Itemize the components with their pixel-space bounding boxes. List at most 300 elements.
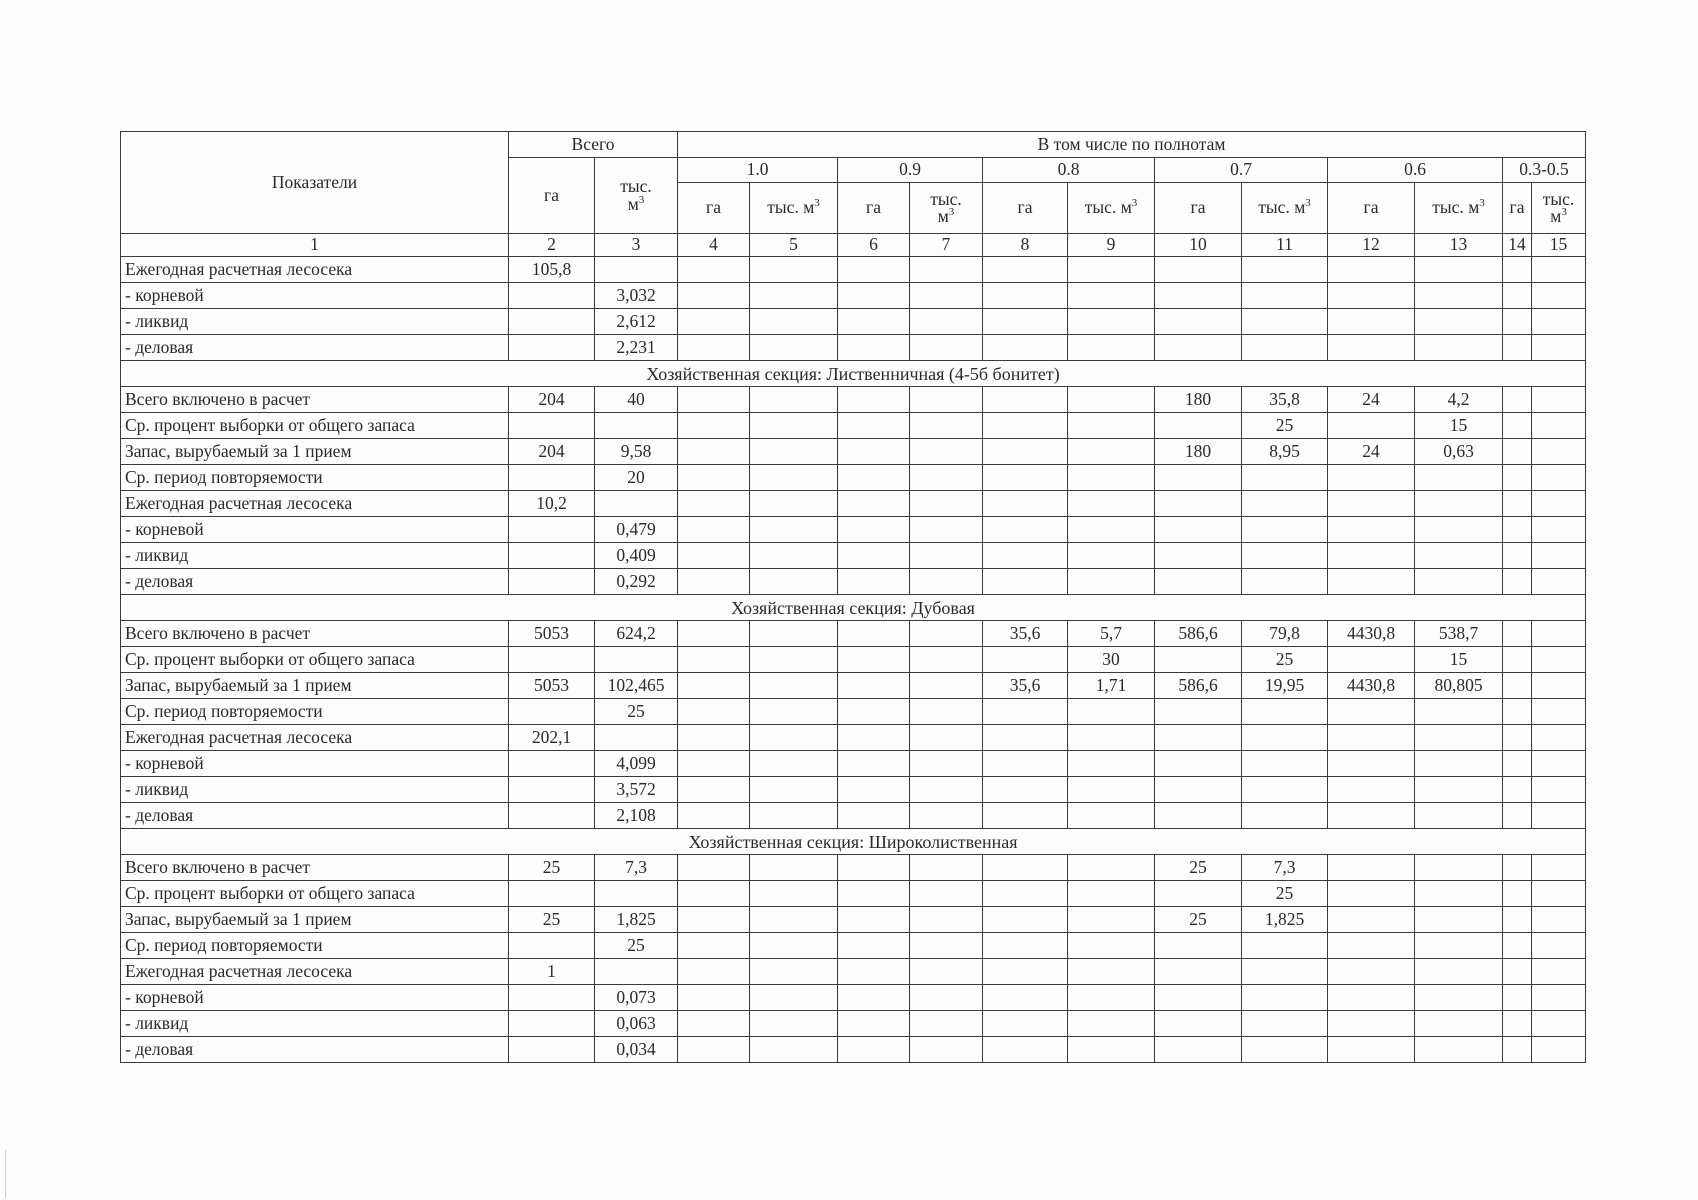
table-cell <box>838 1037 910 1063</box>
table-cell <box>983 309 1068 335</box>
table-cell <box>838 1011 910 1037</box>
unit-thous-m: тыс. м <box>1432 197 1480 218</box>
table-cell <box>1328 647 1415 673</box>
table-cell <box>910 309 983 335</box>
table-cell <box>838 985 910 1011</box>
table-cell <box>1532 309 1586 335</box>
table-cell <box>1503 257 1532 283</box>
table-cell <box>1328 257 1415 283</box>
table-row <box>121 257 1586 283</box>
table-cell <box>1532 439 1586 465</box>
table-cell: 25 <box>1155 907 1242 933</box>
table-row <box>121 335 1586 361</box>
header-density-1-0: 1.0 <box>678 158 838 183</box>
table-cell <box>983 1037 1068 1063</box>
section-title: Хозяйственная секция: Дубовая <box>121 595 1586 621</box>
table-cell <box>1242 569 1328 595</box>
table-cell <box>1532 569 1586 595</box>
table-cell <box>1328 933 1415 959</box>
table-cell <box>1068 465 1155 491</box>
table-cell <box>1328 1037 1415 1063</box>
table-cell <box>678 959 750 985</box>
table-cell <box>838 751 910 777</box>
header-including-densities: В том числе по полнотам <box>678 132 1586 158</box>
table-cell: 180 <box>1155 439 1242 465</box>
table-cell <box>750 985 838 1011</box>
table-row <box>121 647 1586 673</box>
table-cell <box>983 647 1068 673</box>
table-cell <box>678 1037 750 1063</box>
table-row <box>121 283 1586 309</box>
table-cell <box>678 647 750 673</box>
table-cell <box>1532 907 1586 933</box>
table-cell <box>1068 959 1155 985</box>
table-cell <box>750 699 838 725</box>
table-cell <box>678 751 750 777</box>
table-cell <box>838 283 910 309</box>
table-cell <box>983 699 1068 725</box>
table-cell <box>1328 309 1415 335</box>
table-cell <box>983 881 1068 907</box>
table-cell <box>1155 647 1242 673</box>
table-cell <box>509 647 595 673</box>
table-cell <box>1068 569 1155 595</box>
table-cell <box>838 647 910 673</box>
table-cell <box>1415 777 1503 803</box>
table-row <box>121 569 1586 595</box>
table-cell <box>1068 803 1155 829</box>
table-cell: 2,612 <box>595 309 678 335</box>
table-cell <box>1242 491 1328 517</box>
table-cell <box>983 855 1068 881</box>
table-cell <box>509 777 595 803</box>
table-cell <box>983 803 1068 829</box>
row-label: Ежегодная расчетная лесосека <box>121 725 509 751</box>
table-cell <box>1532 257 1586 283</box>
table-cell <box>750 465 838 491</box>
table-cell <box>1242 803 1328 829</box>
table-cell <box>1155 699 1242 725</box>
header-total-ha: га <box>509 158 595 234</box>
table-cell <box>1532 751 1586 777</box>
header-density-0-3-0-5: 0.3-0.5 <box>1503 158 1586 183</box>
section-header-row <box>121 829 1586 855</box>
table-row <box>121 907 1586 933</box>
table-cell <box>1503 751 1532 777</box>
table-cell <box>1242 543 1328 569</box>
row-label: Всего включено в расчет <box>121 387 509 413</box>
table-cell <box>1155 777 1242 803</box>
table-cell <box>910 907 983 933</box>
table-cell <box>509 335 595 361</box>
unit-thous: тыс. <box>930 188 962 209</box>
column-number: 13 <box>1415 234 1503 257</box>
unit-exponent: 3 <box>948 206 955 219</box>
table-cell: 3,032 <box>595 283 678 309</box>
table-cell <box>1532 673 1586 699</box>
table-cell <box>1242 465 1328 491</box>
header-density-0-6: 0.6 <box>1328 158 1503 183</box>
table-cell <box>1068 777 1155 803</box>
table-cell <box>1068 517 1155 543</box>
row-label: - корневой <box>121 751 509 777</box>
table-cell: 35,8 <box>1242 387 1328 413</box>
table-cell <box>678 439 750 465</box>
table-cell <box>1328 543 1415 569</box>
table-cell <box>910 335 983 361</box>
table-cell: 7,3 <box>1242 855 1328 881</box>
table-cell <box>838 491 910 517</box>
table-cell <box>1415 309 1503 335</box>
table-cell: 5053 <box>509 621 595 647</box>
table-cell <box>1503 699 1532 725</box>
table-cell <box>910 777 983 803</box>
table-cell <box>678 985 750 1011</box>
table-cell <box>838 621 910 647</box>
table-cell <box>1415 881 1503 907</box>
table-cell <box>1242 257 1328 283</box>
table-cell <box>1415 491 1503 517</box>
table-cell <box>678 803 750 829</box>
table-cell <box>678 569 750 595</box>
table-cell: 0,63 <box>1415 439 1503 465</box>
table-cell <box>1532 491 1586 517</box>
table-row <box>121 309 1586 335</box>
table-cell: 1 <box>509 959 595 985</box>
table-cell <box>838 413 910 439</box>
table-cell <box>750 647 838 673</box>
table-cell <box>1503 907 1532 933</box>
table-cell <box>910 283 983 309</box>
table-cell <box>595 725 678 751</box>
row-label: Ежегодная расчетная лесосека <box>121 491 509 517</box>
table-cell <box>910 491 983 517</box>
table-cell <box>1155 283 1242 309</box>
table-cell <box>750 673 838 699</box>
table-cell <box>1068 1011 1155 1037</box>
table-cell <box>1415 569 1503 595</box>
table-cell <box>1155 257 1242 283</box>
table-cell <box>910 517 983 543</box>
table-cell: 202,1 <box>509 725 595 751</box>
table-cell <box>1415 907 1503 933</box>
table-cell <box>750 621 838 647</box>
table-cell <box>1242 725 1328 751</box>
table-cell <box>983 985 1068 1011</box>
table-cell <box>983 569 1068 595</box>
table-cell <box>509 543 595 569</box>
table-cell: 586,6 <box>1155 673 1242 699</box>
table-cell <box>750 803 838 829</box>
row-label: - ликвид <box>121 309 509 335</box>
table-cell <box>1503 855 1532 881</box>
row-label: Ср. процент выборки от общего запаса <box>121 881 509 907</box>
table-cell <box>1415 855 1503 881</box>
table-cell <box>1532 335 1586 361</box>
table-cell <box>1503 777 1532 803</box>
table-cell <box>1068 907 1155 933</box>
header-total-thous-m3 <box>595 158 678 234</box>
column-number: 7 <box>910 234 983 257</box>
table-cell <box>838 803 910 829</box>
table-cell <box>1242 933 1328 959</box>
table-cell <box>509 465 595 491</box>
table-cell <box>983 543 1068 569</box>
row-label: - корневой <box>121 517 509 543</box>
table-cell: 624,2 <box>595 621 678 647</box>
table-cell: 4,2 <box>1415 387 1503 413</box>
table-cell <box>910 621 983 647</box>
table-cell <box>509 985 595 1011</box>
table-cell: 30 <box>1068 647 1155 673</box>
table-cell <box>838 569 910 595</box>
table-cell <box>509 309 595 335</box>
table-cell <box>750 439 838 465</box>
table-cell: 24 <box>1328 439 1415 465</box>
table-cell <box>1155 413 1242 439</box>
table-cell: 25 <box>509 855 595 881</box>
table-cell <box>1415 959 1503 985</box>
table-cell: 204 <box>509 387 595 413</box>
table-cell <box>750 777 838 803</box>
table-cell <box>1068 283 1155 309</box>
table-cell <box>1242 283 1328 309</box>
table-cell <box>1532 283 1586 309</box>
column-number: 5 <box>750 234 838 257</box>
table-cell: 0,073 <box>595 985 678 1011</box>
table-cell <box>910 1011 983 1037</box>
table-cell: 9,58 <box>595 439 678 465</box>
table-cell <box>678 907 750 933</box>
table-cell <box>1532 803 1586 829</box>
row-label: - деловая <box>121 803 509 829</box>
table-cell <box>1503 543 1532 569</box>
table-cell <box>1068 985 1155 1011</box>
table-cell <box>1503 569 1532 595</box>
table-cell <box>509 1037 595 1063</box>
column-number: 2 <box>509 234 595 257</box>
table-cell: 0,409 <box>595 543 678 569</box>
table-cell: 19,95 <box>1242 673 1328 699</box>
header-ha: га <box>838 183 910 234</box>
column-number: 11 <box>1242 234 1328 257</box>
table-cell <box>1532 621 1586 647</box>
table-row <box>121 439 1586 465</box>
unit-exponent: 3 <box>638 193 645 206</box>
table-cell <box>910 725 983 751</box>
table-cell <box>1503 1011 1532 1037</box>
table-cell <box>678 309 750 335</box>
table-cell <box>1155 725 1242 751</box>
table-cell <box>983 725 1068 751</box>
unit-m: м <box>937 206 949 226</box>
table-cell <box>838 959 910 985</box>
table-cell <box>1068 855 1155 881</box>
table-cell: 1,825 <box>1242 907 1328 933</box>
table-cell <box>678 725 750 751</box>
table-row <box>121 881 1586 907</box>
table-cell <box>1068 543 1155 569</box>
table-cell <box>838 855 910 881</box>
table-cell: 10,2 <box>509 491 595 517</box>
table-cell <box>1532 1011 1586 1037</box>
row-label: - ликвид <box>121 777 509 803</box>
table-cell <box>1328 777 1415 803</box>
table-cell: 2,231 <box>595 335 678 361</box>
header-density-0-9: 0.9 <box>838 158 983 183</box>
header-density-0-7: 0.7 <box>1155 158 1328 183</box>
table-cell <box>678 855 750 881</box>
table-cell <box>678 283 750 309</box>
table-cell <box>595 413 678 439</box>
row-label: Запас, вырубаемый за 1 прием <box>121 439 509 465</box>
table-cell <box>838 673 910 699</box>
unit-thous: тыс. <box>1542 188 1575 209</box>
header-thous-m3 <box>1415 183 1503 234</box>
table-cell <box>838 699 910 725</box>
table-cell <box>1415 803 1503 829</box>
table-cell <box>750 1037 838 1063</box>
table-cell <box>678 517 750 543</box>
row-label: Ср. процент выборки от общего запаса <box>121 647 509 673</box>
table-cell <box>1532 465 1586 491</box>
column-number: 6 <box>838 234 910 257</box>
table-cell <box>509 933 595 959</box>
table-cell <box>910 465 983 491</box>
header-thous-m3 <box>910 183 983 234</box>
unit-m: м <box>627 193 639 214</box>
table-cell <box>1503 465 1532 491</box>
table-cell <box>595 881 678 907</box>
row-label: Всего включено в расчет <box>121 621 509 647</box>
table-cell <box>1068 933 1155 959</box>
table-cell: 35,6 <box>983 621 1068 647</box>
table-cell <box>750 413 838 439</box>
table-cell <box>1328 283 1415 309</box>
table-cell <box>509 517 595 543</box>
row-label: - ликвид <box>121 1011 509 1037</box>
section-header-row <box>121 361 1586 387</box>
table-cell: 25 <box>1242 881 1328 907</box>
table-row <box>121 621 1586 647</box>
table-cell <box>838 387 910 413</box>
row-label: Запас, вырубаемый за 1 прием <box>121 907 509 933</box>
table-cell <box>910 933 983 959</box>
table-cell <box>595 959 678 985</box>
table-cell <box>1242 517 1328 543</box>
table-cell: 25 <box>509 907 595 933</box>
table-cell <box>838 777 910 803</box>
table-cell <box>678 543 750 569</box>
table-cell <box>910 413 983 439</box>
section-header-row <box>121 595 1586 621</box>
table-cell <box>509 751 595 777</box>
table-cell <box>750 517 838 543</box>
table-cell: 15 <box>1415 647 1503 673</box>
row-label: Всего включено в расчет <box>121 855 509 881</box>
row-label: - корневой <box>121 283 509 309</box>
table-cell <box>1503 1037 1532 1063</box>
table-cell <box>1532 959 1586 985</box>
table-cell <box>983 751 1068 777</box>
header-thous-m3 <box>1242 183 1328 234</box>
table-cell <box>1068 335 1155 361</box>
unit-thous-m: тыс. м <box>1084 197 1132 218</box>
table-cell <box>910 751 983 777</box>
table-cell <box>983 413 1068 439</box>
scan-edge-mark <box>5 1150 6 1198</box>
row-label: Запас, вырубаемый за 1 прием <box>121 673 509 699</box>
table-cell <box>595 647 678 673</box>
table-cell <box>509 881 595 907</box>
table-cell: 25 <box>1242 413 1328 439</box>
header-ha: га <box>1155 183 1242 234</box>
table-cell: 2,108 <box>595 803 678 829</box>
table-cell <box>1155 881 1242 907</box>
table-cell <box>838 257 910 283</box>
table-cell <box>1328 855 1415 881</box>
header-ha: га <box>1503 183 1532 234</box>
table-cell <box>1415 1037 1503 1063</box>
table-cell <box>838 439 910 465</box>
table-cell <box>1532 777 1586 803</box>
table-cell <box>838 907 910 933</box>
table-cell <box>1415 257 1503 283</box>
table-cell <box>910 647 983 673</box>
table-cell: 4,099 <box>595 751 678 777</box>
table-cell <box>1242 699 1328 725</box>
column-numbers-row <box>121 234 1586 257</box>
table-cell <box>1328 751 1415 777</box>
table-cell <box>750 283 838 309</box>
table-cell <box>910 257 983 283</box>
table-cell <box>910 439 983 465</box>
table-cell <box>678 621 750 647</box>
table-cell <box>838 543 910 569</box>
table-cell <box>1328 881 1415 907</box>
table-cell <box>1155 933 1242 959</box>
table-row <box>121 985 1586 1011</box>
table-cell <box>1328 1011 1415 1037</box>
table-row <box>121 1037 1586 1063</box>
table-cell: 0,063 <box>595 1011 678 1037</box>
table-cell <box>1532 543 1586 569</box>
table-cell <box>1242 335 1328 361</box>
table-cell <box>678 673 750 699</box>
column-number: 8 <box>983 234 1068 257</box>
table-cell <box>1415 543 1503 569</box>
table-cell <box>678 335 750 361</box>
table-cell <box>509 699 595 725</box>
unit-exponent: 3 <box>1561 206 1567 219</box>
table-cell <box>1242 751 1328 777</box>
table-cell: 15 <box>1415 413 1503 439</box>
table-cell: 538,7 <box>1415 621 1503 647</box>
table-cell <box>1415 335 1503 361</box>
table-cell <box>509 569 595 595</box>
table-cell <box>750 1011 838 1037</box>
row-label: - деловая <box>121 335 509 361</box>
table-cell: 24 <box>1328 387 1415 413</box>
table-cell <box>910 569 983 595</box>
table-cell <box>1503 387 1532 413</box>
unit-thous-m: тыс. м <box>767 197 815 218</box>
table-row <box>121 517 1586 543</box>
table-cell <box>1328 803 1415 829</box>
table-cell: 1,825 <box>595 907 678 933</box>
table-row <box>121 1011 1586 1037</box>
table-cell <box>1415 933 1503 959</box>
